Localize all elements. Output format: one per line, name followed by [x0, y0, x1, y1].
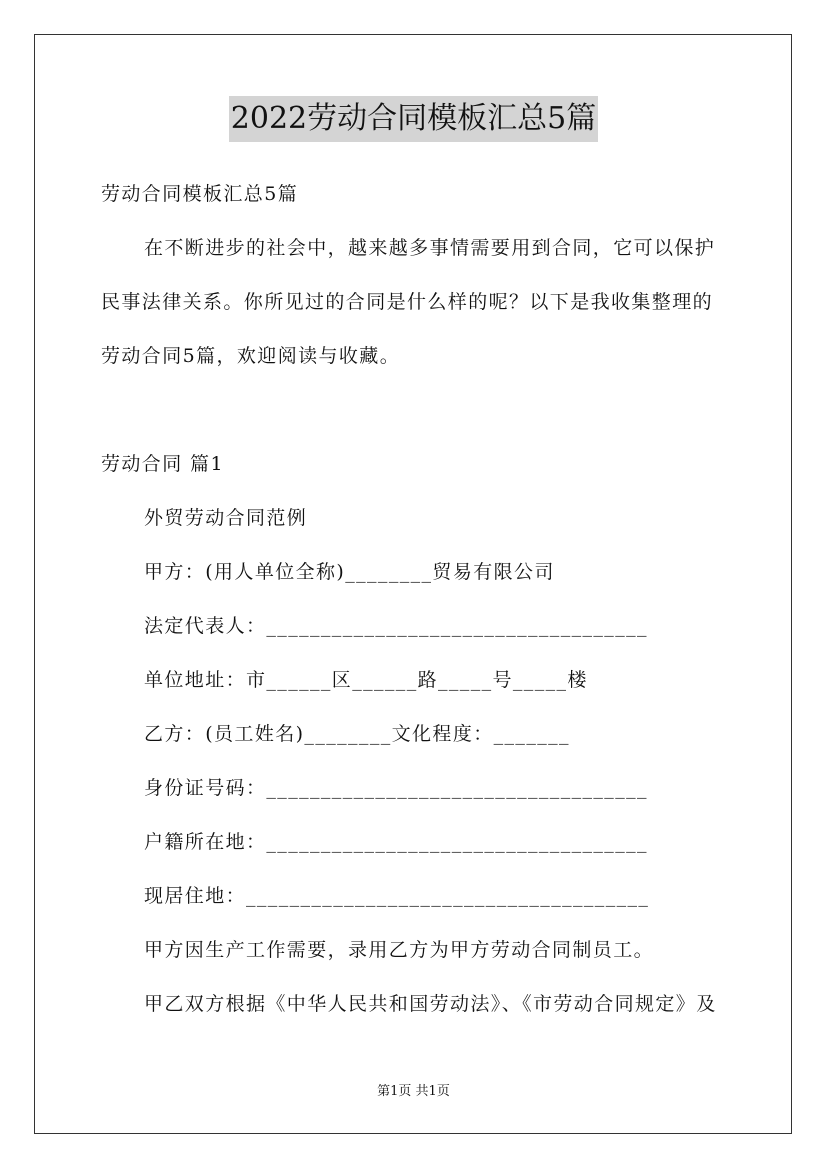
- intro-line-1: 在不断进步的社会中，越来越多事情需要用到合同，它可以保护: [144, 237, 716, 259]
- field-legal-representative: 法定代表人：___________________________________: [144, 615, 648, 637]
- section-heading: 劳动合同 篇1: [101, 453, 224, 475]
- field-current-residence: 现居住地：_____________________________________: [144, 885, 650, 907]
- document-subtitle: 劳动合同模板汇总5篇: [101, 183, 299, 205]
- body-line-1: 甲方因生产工作需要，录用乙方为甲方劳动合同制员工。: [144, 939, 655, 961]
- title-container: [0, 96, 827, 142]
- field-party-b: 乙方：(员工姓名)________文化程度：_______: [144, 723, 570, 745]
- intro-line-2: 民事法律关系。你所见过的合同是什么样的呢？以下是我收集整理的: [101, 291, 714, 313]
- intro-line-3: 劳动合同5篇，欢迎阅读与收藏。: [101, 345, 401, 367]
- page-footer: 第1页 共1页: [377, 1084, 450, 1099]
- body-line-2: 甲乙双方根据《中华人民共和国劳动法》、《市劳动合同规定》及: [144, 993, 717, 1015]
- field-party-a: 甲方：(用人单位全称)________贸易有限公司: [144, 561, 555, 583]
- document-title: 2022劳动合同模板汇总5篇: [229, 96, 598, 142]
- field-household-registration: 户籍所在地：___________________________________: [144, 831, 648, 853]
- contract-name: 外贸劳动合同范例: [144, 507, 308, 529]
- field-id-number: 身份证号码：___________________________________: [144, 777, 648, 799]
- field-company-address: 单位地址：市______区______路_____号_____楼: [144, 669, 588, 691]
